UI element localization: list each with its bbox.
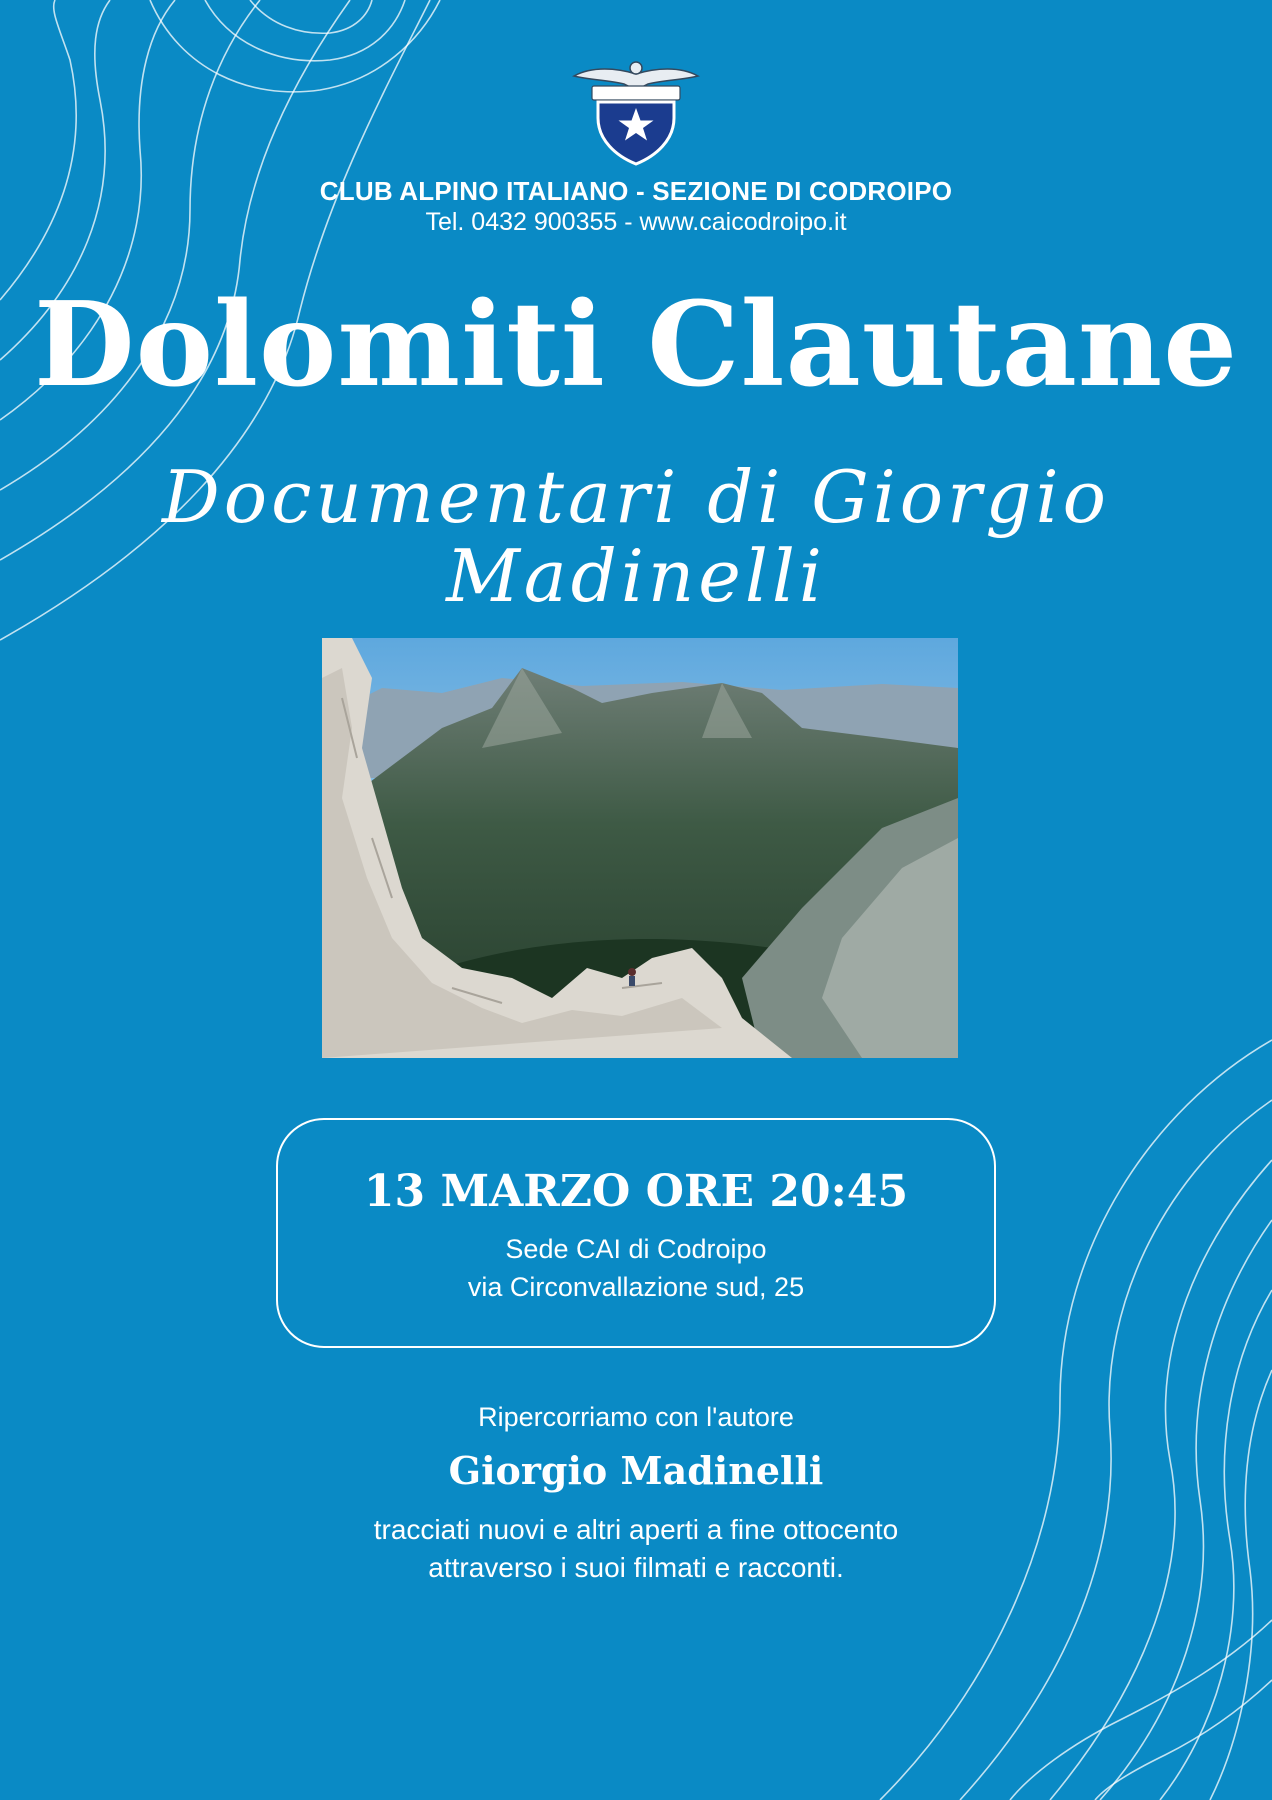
cai-logo-icon [572, 56, 700, 166]
organization-name: CLUB ALPINO ITALIANO - SEZIONE DI CODROIPO [319, 176, 953, 206]
poster-subtitle: Documentari di Giorgio Madinelli [162, 455, 1110, 619]
description-line-2: attraverso i suoi filmati e racconti. [428, 1552, 844, 1583]
event-info-box [276, 1118, 996, 1348]
event-date-time: 13 MARZO ORE 20:45 [363, 1166, 909, 1217]
event-address: via Circonvallazione sud, 25 [467, 1272, 805, 1302]
event-venue: Sede CAI di Codroipo [505, 1234, 767, 1264]
author-name: Giorgio Madinelli [448, 1448, 824, 1493]
poster-title: Dolomiti Clautane [33, 277, 1239, 413]
description-line-1: tracciati nuovi e altri aperti a fine ottocento [373, 1514, 899, 1545]
description-intro: Ripercorriamo con l'autore [478, 1402, 794, 1432]
organization-contact: Tel. 0432 900355 - www.caicodroipo.it [425, 208, 847, 236]
mountain-landscape-photo [322, 638, 958, 1058]
